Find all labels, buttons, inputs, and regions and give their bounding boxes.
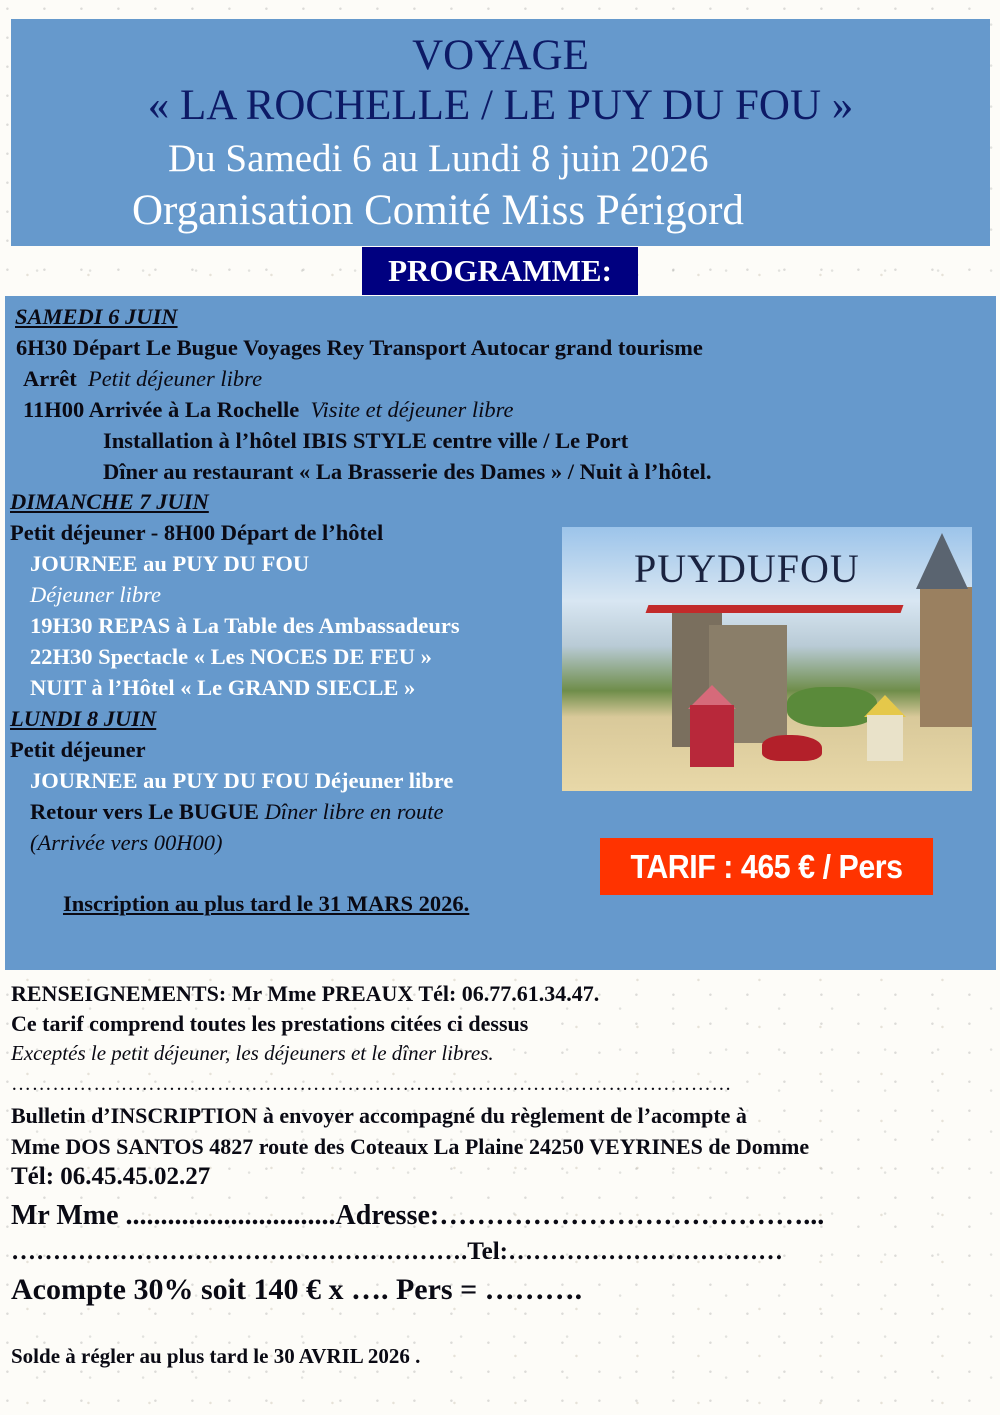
castle-tower-graphic xyxy=(920,587,972,727)
programme-line: Petit déjeuner - 8H00 Départ de l’hôtel xyxy=(10,520,384,545)
puy-du-fou-logo: PUYDUFOU xyxy=(634,546,860,591)
bulletin-instructions: Bulletin d’INSCRIPTION à envoyer accompagné du règlement de l’acompte à xyxy=(11,1103,747,1128)
form-tel-line: ……………………………………………….Tel:…………………………… xyxy=(11,1238,783,1265)
tent-roof-graphic xyxy=(864,695,906,717)
knight-horse-graphic xyxy=(762,735,822,761)
solde-deadline: Solde à régler au plus tard le 30 AVRIL 2026 . xyxy=(11,1344,421,1368)
programme-line-italic: Petit déjeuner libre xyxy=(87,366,263,391)
bulletin-phone: Tél: 06.45.45.02.27 xyxy=(11,1163,211,1190)
programme-line: NUIT à l’Hôtel « Le GRAND SIECLE » xyxy=(30,675,416,700)
programme-line: Petit déjeuner xyxy=(10,737,146,762)
programme-line: 6H30 Départ Le Bugue Voyages Rey Transport Autocar grand tourisme xyxy=(16,335,703,360)
programme-line: Dîner au restaurant « La Brasserie des Dames » / Nuit à l’hôtel. xyxy=(103,459,712,484)
cut-line-separator: …………………………………………………………………………………………… xyxy=(11,1073,732,1095)
programme-line xyxy=(30,799,444,825)
programme-line-bold: Arrêt xyxy=(23,366,77,391)
tarif-badge: TARIF : 465 € / Pers xyxy=(600,838,933,895)
programme-line: JOURNEE au PUY DU FOU Déjeuner libre xyxy=(30,768,454,793)
red-tent-graphic xyxy=(690,705,734,767)
day-heading-lundi: LUNDI 8 JUIN xyxy=(10,706,157,731)
form-acompte-line: Acompte 30% soit 140 € x …. Pers = ………. xyxy=(11,1273,583,1306)
programme-line-bold: Retour vers Le BUGUE xyxy=(30,799,259,824)
red-banner-graphic xyxy=(646,605,904,613)
programme-line xyxy=(23,397,514,423)
trip-dates: Du Samedi 6 au Lundi 8 juin 2026 xyxy=(168,137,709,180)
programme-line: Installation à l’hôtel IBIS STYLE centre ville / Le Port xyxy=(103,428,629,453)
day-heading-samedi: SAMEDI 6 JUIN xyxy=(15,304,178,329)
programme-line: 22H30 Spectacle « Les NOCES DE FEU » xyxy=(30,644,432,669)
tarif-exclusions: Exceptés le petit déjeuner, les déjeuners et le dîner libres. xyxy=(11,1041,494,1065)
contact-info: RENSEIGNEMENTS: Mr Mme PREAUX Tél: 06.77.61.34.47. xyxy=(11,981,600,1006)
day-heading-dimanche: DIMANCHE 7 JUIN xyxy=(10,489,209,514)
programme-line: JOURNEE au PUY DU FOU xyxy=(30,551,310,576)
puy-du-fou-photo xyxy=(562,527,972,791)
programme-line-italic: Dîner libre en route xyxy=(264,799,444,824)
organiser: Organisation Comité Miss Périgord xyxy=(132,187,744,234)
inscription-deadline: Inscription au plus tard le 31 MARS 2026. xyxy=(63,891,470,916)
tarif-includes: Ce tarif comprend toutes les prestations citées ci dessus xyxy=(11,1011,529,1036)
programme-line-italic: Visite et déjeuner libre xyxy=(310,397,514,422)
flyer-title: VOYAGE xyxy=(412,32,589,79)
programme-line xyxy=(23,366,262,392)
form-name-address-line: Mr Mme ..............................Adresse:…………………………………... xyxy=(11,1200,825,1231)
programme-line: 19H30 REPAS à La Table des Ambassadeurs xyxy=(30,613,460,638)
header-box xyxy=(11,19,990,246)
tower-roof-graphic xyxy=(916,533,968,589)
bulletin-address: Mme DOS SANTOS 4827 route des Coteaux La Plaine 24250 VEYRINES de Domme xyxy=(11,1134,810,1159)
white-tent-graphic xyxy=(867,715,903,761)
programme-line: (Arrivée vers 00H00) xyxy=(30,830,223,855)
programme-line-bold: 11H00 Arrivée à La Rochelle xyxy=(23,397,300,422)
programme-heading: PROGRAMME: xyxy=(362,247,638,295)
programme-line: Déjeuner libre xyxy=(30,582,162,607)
destination-title: « LA ROCHELLE / LE PUY DU FOU » xyxy=(147,82,854,129)
